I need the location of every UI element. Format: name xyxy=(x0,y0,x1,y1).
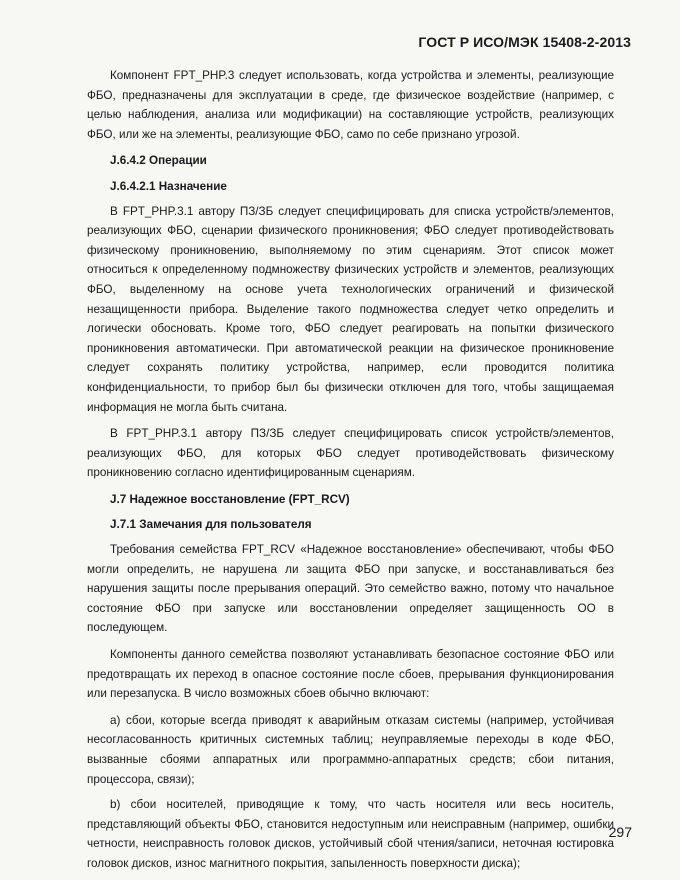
paragraph-assignment-1: В FPT_PHP.3.1 автору ПЗ/ЗБ следует специфицировать для списка устройств/элементов, реализующих ФБО, сценарии физического проникновения; ФБО следует противодействовать физическому проникновению, выполняемому по этим сценариям. Этот список может относиться к определенному подмножеству физических устройств и элементов, реализующих ФБО, выделенному на основе учета технологических ограничений и физической незащищенности прибора. Выделение такого подмножества следует четко определить и логически обосновать. Кроме того, ФБО следует реагировать на попытки физического проникновения автоматически. При автоматической реакции на физическое проникновение следует сохранять политику устройства, например, если проводится политика конфиденциальности, то прибор был бы физически отключен для того, чтобы защищаемая информация не могла быть считана. xyxy=(87,204,614,414)
list-item-a: a) сбои, которые всегда приводят к аварийным отказам системы (например, устойчивая несогласованность критичных системных таблиц; неуправляемые переходы в коде ФБО, вызванные сбоями аппаратных или программно-аппаратных средств; сбои питания, процессора, связи); xyxy=(87,713,614,786)
paragraph-rcv-requirements: Требования семейства FPT_RCV «Надежное восстановление» обеспечивают, чтобы ФБО могли определить, не нарушена ли защита ФБО при запуске, и восстанавливаться без нарушения защиты после прерывания операций. Это семейство важно, потому что начальное состояние ФБО при запуске или восстановлении определяет защищенность ОО в последующем. xyxy=(87,543,614,635)
paragraph-fpt-php3-usage: Компонент FPT_PHP.3 следует использовать, когда устройства и элементы, реализующие ФБО, предназначены для эксплуатации в среде, где физическое воздействие (например, с целью наблюдения, анализа или модификации) на составляющие устройств, реализующих ФБО, или же на элементы, реализующие ФБО, само по себе признано угрозой. xyxy=(87,69,614,141)
section-heading-operations: J.6.4.2 Операции xyxy=(110,154,207,168)
standard-header: ГОСТ Р ИСО/МЭК 15408-2-2013 xyxy=(418,34,631,50)
section-heading-trusted-recovery: J.7 Надежное восстановление (FPT_RCV) xyxy=(110,492,350,506)
section-heading-assignment: J.6.4.2.1 Назначение xyxy=(110,179,227,193)
paragraph-assignment-2: В FPT_PHP.3.1 автору ПЗ/ЗБ следует специфицировать список устройств/элементов, реализующих ФБО, для которых ФБО следует противодействовать физическому проникновению согласно идентифицированным сценариям. xyxy=(87,427,614,480)
page-number: 297 xyxy=(608,824,632,840)
section-heading-user-notes: J.7.1 Замечания для пользователя xyxy=(110,518,312,532)
list-item-b: b) сбои носителей, приводящие к тому, что часть носителя или весь носитель, представляющий объекты ФБО, становится недоступным или неисправным (например, ошибки четности, неисправность головок дисков, устойчивый сбой чтения/записи, неточная юстировка головок дисков, износ магнитного покрытия, запыленность поверхности диска); xyxy=(87,798,614,870)
document-body xyxy=(87,66,614,880)
paragraph-rcv-components: Компоненты данного семейства позволяют устанавливать безопасное состояние ФБО или предотвращать их переход в опасное состояние после сбоев, прерывания функционирования или перезапуска. В число возможных сбоев обычно включают: xyxy=(87,648,614,701)
